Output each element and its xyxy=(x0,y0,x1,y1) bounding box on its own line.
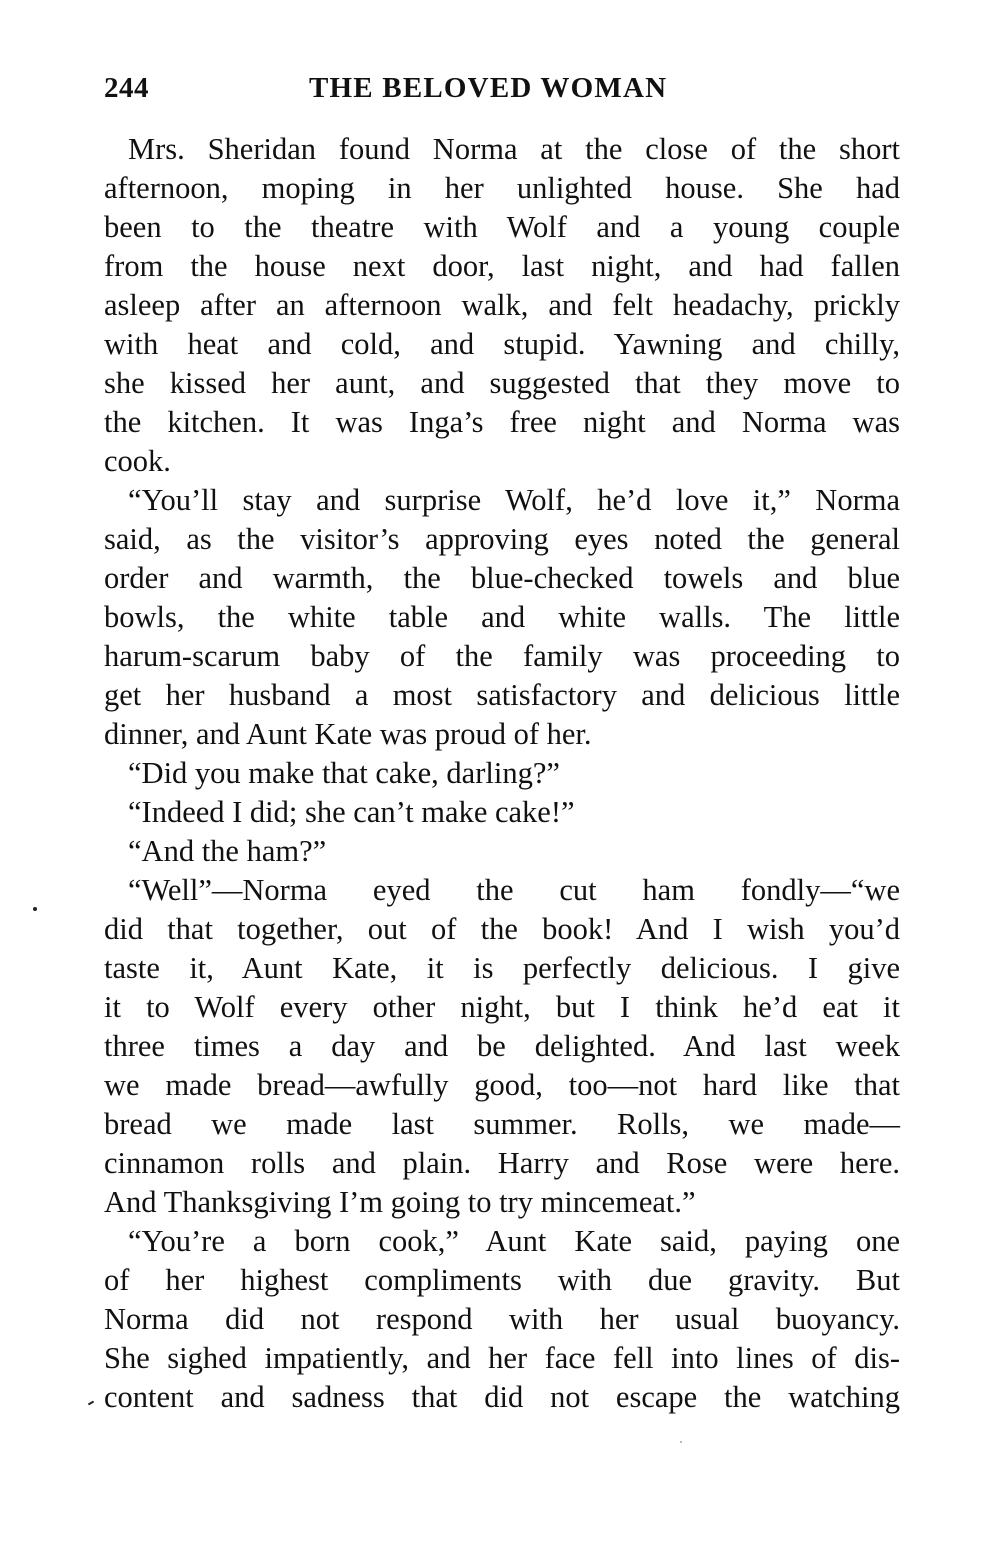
text-line: And Thanksgiving I’m going to try mincemeat.” xyxy=(104,1185,696,1219)
text-line: she kissed her aunt, and suggested that they move to xyxy=(104,366,900,400)
text-line: “You’ll stay and surprise Wolf, he’d love it,” Norma xyxy=(128,483,900,517)
text-line: the kitchen. It was Inga’s free night and Norma was xyxy=(104,405,900,439)
text-line: afternoon, moping in her unlighted house. She had xyxy=(104,171,900,205)
text-line: She sighed impatiently, and her face fell into lines of dis- xyxy=(104,1341,900,1375)
text-line: Norma did not respond with her usual buoyancy. xyxy=(104,1302,900,1336)
body-text xyxy=(104,130,900,1417)
margin-tick-mark xyxy=(88,1401,94,1406)
text-line: cook. xyxy=(104,444,171,478)
running-title: THE BELOVED WOMAN xyxy=(309,72,668,104)
text-line: from the house next door, last night, and had fallen xyxy=(104,249,900,283)
text-line: content and sadness that did not escape the watching xyxy=(104,1380,900,1414)
text-line: “Well”—Norma eyed the cut ham fondly—“we xyxy=(128,873,900,907)
text-line: Mrs. Sheridan found Norma at the close of the short xyxy=(128,132,900,166)
text-line: asleep after an afternoon walk, and felt headachy, prickly xyxy=(104,288,900,322)
text-line: “And the ham?” xyxy=(128,834,327,868)
margin-speck xyxy=(33,907,37,911)
text-line: said, as the visitor’s approving eyes noted the general xyxy=(104,522,900,556)
text-line: bowls, the white table and white walls. The little xyxy=(104,600,900,634)
text-line: “Did you make that cake, darling?” xyxy=(128,756,560,790)
text-line: bread we made last summer. Rolls, we made— xyxy=(104,1107,900,1141)
text-line: been to the theatre with Wolf and a young couple xyxy=(104,210,900,244)
text-line: “You’re a born cook,” Aunt Kate said, paying one xyxy=(128,1224,900,1258)
text-line: harum-scarum baby of the family was proceeding to xyxy=(104,639,900,673)
text-line: order and warmth, the blue-checked towels and blue xyxy=(104,561,900,595)
page-header xyxy=(104,72,900,116)
text-line: three times a day and be delighted. And last week xyxy=(104,1029,900,1063)
text-line: of her highest compliments with due gravity. But xyxy=(104,1263,900,1297)
text-line: dinner, and Aunt Kate was proud of her. xyxy=(104,717,592,751)
text-line: we made bread—awfully good, too—not hard like that xyxy=(104,1068,900,1102)
text-line: with heat and cold, and stupid. Yawning and chilly, xyxy=(104,327,900,361)
text-line: cinnamon rolls and plain. Harry and Rose were here. xyxy=(104,1146,900,1180)
text-line: it to Wolf every other night, but I think he’d eat it xyxy=(104,990,900,1024)
text-line: did that together, out of the book! And I wish you’d xyxy=(104,912,900,946)
text-line: get her husband a most satisfactory and delicious little xyxy=(104,678,900,712)
page-speck xyxy=(680,1441,682,1443)
text-line: “Indeed I did; she can’t make cake!” xyxy=(128,795,575,829)
text-line: taste it, Aunt Kate, it is perfectly delicious. I give xyxy=(104,951,900,985)
page-number: 244 xyxy=(104,72,149,104)
